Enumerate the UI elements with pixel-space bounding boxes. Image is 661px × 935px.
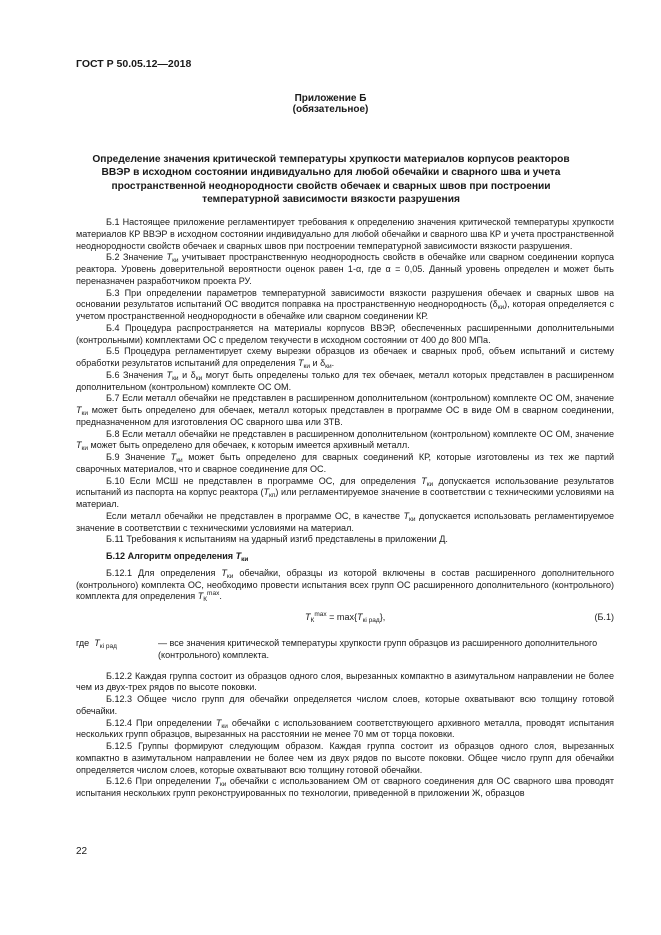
paragraph-b6: Б.6 Значения $T_{ки}$ и $\delta_{ки}$ могут быть определены только для тех обечаек, металл которых представлен в расширенном дополнительном (контрольном) комплекте ОС ОМ. [76, 369, 614, 392]
symbol-alpha: α [355, 264, 362, 274]
symbol-alpha: α [385, 264, 391, 274]
appendix-status: (обязательное) [292, 104, 369, 115]
symbol-delta: δ [492, 299, 498, 310]
paragraph-b10: Б.10 Если МСШ не представлен в программе ОС, для определения $T_{ки}$ допускается использование результатов испытаний из паспорта на корпус реактора $(T_{кп})$ или регламентируемое значение в соответствии с техническими условиями на материал. [76, 475, 614, 509]
symbol-sub-ki: ки [172, 257, 179, 265]
subsection-heading-b12: Б.12 Алгоритм определения $T_{ки}$ [106, 551, 249, 563]
paragraph-b11: Б.11 Требования к испытаниям на ударный изгиб представлены в приложении Д. [106, 534, 448, 545]
formula-number: (Б.1) [594, 612, 614, 622]
formula-legend [76, 638, 614, 662]
formula-legend-label: где $T_{кi рад}$ [76, 638, 117, 650]
formula-legend-text: — все значения критической температуры хрупкости групп образцов из расширенного дополнительного (контрольного) комплекта. [158, 638, 598, 660]
paragraph-b12-5: Б.12.5 Группы формируют следующим образом. Каждая группа состоит из образцов одного слоя, вырезанных компактно в азимутальном направлении не более чем из двух рядов по высоте поковки. Общее число групп для обечайки определяется числом слоев, которые охватывают всю толщину готовой обечайки. [76, 741, 614, 775]
paragraph-b1: Б.1 Настоящее приложение регламентирует требования к определению значения критической температуры хрупкости материалов КР ВВЭР в исходном состоянии индивидуально для любой обечайки и сварного шва КР и учета пространственной неоднородности свойств обечаек и сварных швов при построении температурной зависимости вязкости разрушения. [76, 217, 614, 251]
paragraph-b4: Б.4 Процедура распространяется на материалы корпусов ВВЭР, обеспеченных расширенными дополнительными (контрольными) комплектами ОС с пределом текучести в исходном состоянии от 400 до 800 МПа. [76, 322, 614, 345]
formula-expression: $T_К^{max} = \max\{T_{кi рад}\}$, [305, 611, 386, 624]
paragraph-b12-4: Б.12.4 При определении $T_{ки}$ обечайки с использованием соответствующего архивного металла, проводят испытания нескольких групп образцов, вырезанных на расстоянии не менее 70 мм от торца поковки. [76, 717, 614, 740]
symbol-t: T [166, 252, 173, 263]
paragraph-b12-6: Б.12.6 При определении $T_{ки}$ обечайки с использованием ОМ от сварного соединения для ОС сварного шва проводят испытания нескольких групп реконструированных по технологии, приведенной в приложении Ж, образцов [76, 776, 615, 798]
paragraph-b7: Б.7 Если металл обечайки не представлен в расширенном дополнительном (контрольном) комплекте ОС ОМ, значение $T_{ки}$ может быть определено для обечаек, металл которых представлен в программе ОС в виде ОМ в сварном соединении, предназначенном для изготовления ОС сварного шва или ЗТВ. [76, 393, 614, 427]
paragraph-b12-1: Б.12.1 Для определения $T_{ки}$ обечайки, образцы из которой включены в состав расширенного дополнительного (контрольного) комплекта ОС, необходимо провести испытания всех групп ОС расширенного дополнительного (контрольного) комплекта для определения $T_К^{max}$. [76, 567, 614, 604]
document-body [76, 217, 614, 800]
formula-b1 [76, 612, 614, 628]
paragraph-b5: Б.5 Процедура регламентирует схему вырезки образцов из обечаек и сварных проб, объем испытаний и систему обработки результатов испытаний для определения $T_{ки}$ и $\delta_{ки}$. [76, 346, 614, 370]
paragraph-b9: Б.9 Значение $T_{ки}$ может быть определено для сварных соединений КР, которые изготовлены из тех же партий сварочных материалов, что и сварное соединение для ОС. [76, 452, 614, 474]
spacer [76, 662, 614, 671]
paragraph-b12-3: Б.12.3 Общее число групп для обечайки определяется числом слоев, которые охватывают всю толщину готовой обечайки. [76, 694, 614, 716]
paragraph-b10-note: Если металл обечайки не представлен в программе ОС, в качестве $T_{ки}$ допускается использовать регламентируемое значение в соответствии с техническими условиями на материал. [76, 510, 615, 533]
paragraph-b12-2: Б.12.2 Каждая группа состоит из образцов одного слоя, вырезанных компактно в азимутальном направлении не более чем из двух-трех рядов по высоте поковки. [76, 670, 614, 693]
paragraph-b3: Б.3 При определении параметров температурной зависимости вязкости разрушения обечаек и сварных швов на основании результатов испытаний ОС вводится поправка на пространственную неоднородность $(\delta_{ки})$, которая определяется с учетом пространственной неоднородности в обечайке или сварном соединении КР. [76, 287, 615, 321]
paragraph-b2: Б.2 Значение $T_{ки}$ учитывает пространственную неоднородность свойств в обечайке или сварном соединении корпуса реактора. Уровень доверительной вероятности оценок равен 1-α, где α = 0,05. Данный уровень определен и может быть переназначен разработчиком проекта РУ. [76, 252, 614, 286]
paragraph-b8: Б.8 Если металл обечайки не представлен в расширенном дополнительном (контрольном) комплекте ОС ОМ, значение $T_{ки}$ может быть определено для обечаек, к которым имеется архивный металл. [76, 428, 614, 453]
document-code: ГОСТ Р 50.05.12—2018 [76, 58, 192, 70]
appendix-title: Приложение Б [294, 93, 367, 104]
page-number: 22 [76, 846, 88, 857]
section-title: Определение значения критической температуры хрупкости материалов корпусов реакторов ВВЭР в исходном состоянии индивидуально для любой обечайки и сварного шва и учета пространственной неоднородности свойств обечаек и сварных швов при построении температурной зависимости вязкости разрушения [92, 154, 570, 205]
